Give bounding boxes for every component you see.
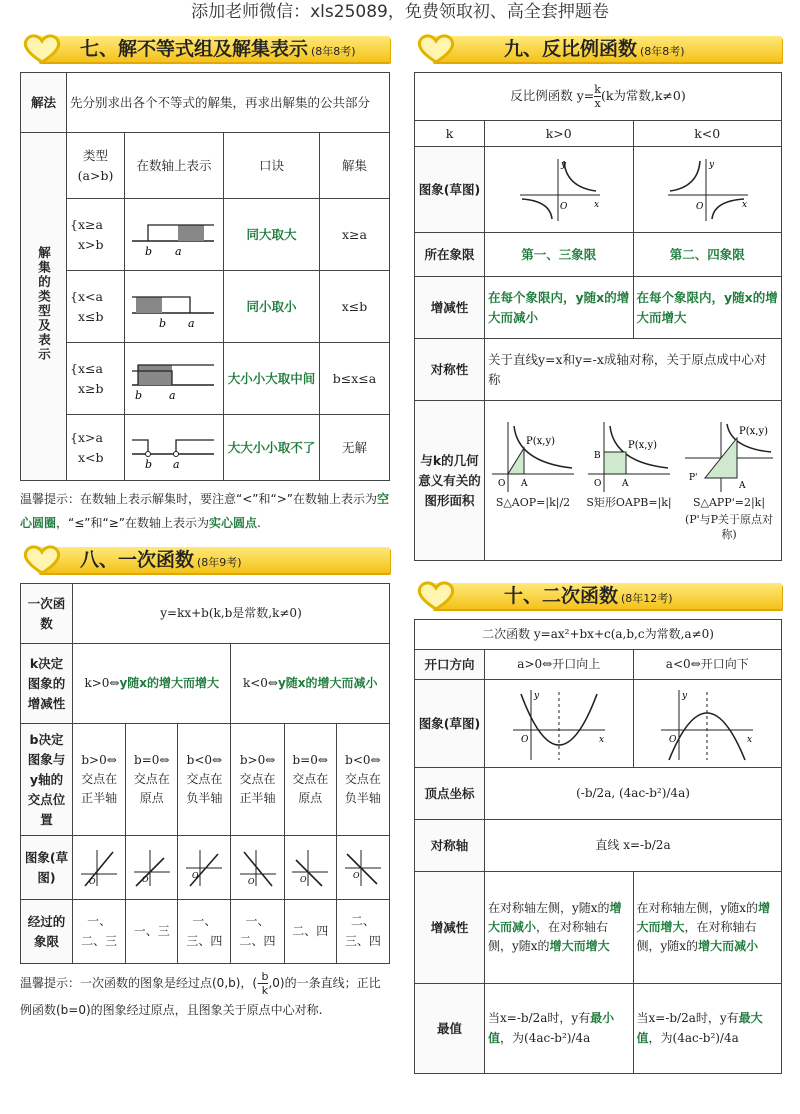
section8-table [20,583,390,964]
area-figure-2 [583,418,675,512]
inverse-mono-pos: 在每个象限内，y随x的增大而减小 [485,277,634,339]
method-text: 先分别求出各个不等式的解集，再求出解集的公共部分 [67,73,390,133]
watermark: 添加老师微信：xls25089，免费领取初、高全套押题卷 [191,2,609,22]
type-header-sub: (a>b) [77,167,114,183]
ineq-system: {x≥a x>b [67,199,125,271]
axis-y: y [709,159,715,170]
axis-sym-label: 对称轴 [415,820,485,872]
quadrant-cell: 一、二、三 [73,900,126,964]
k-pos-header: k>0 [485,121,634,147]
ineq-line: x≤b [77,308,104,324]
quadrant-cell: 一、三、四 [178,900,231,964]
inverse-header-post: (k为常数,k≠0) [600,88,686,103]
ineq-line: x≥a [77,216,103,232]
section10-badge: (8年12考) [621,592,673,605]
tip-highlight: 实心圆点 [209,516,258,530]
axis-origin: O [352,870,360,880]
solution-type-label [21,133,67,481]
point-p-prime: P' [689,473,698,484]
method-label: 解法 [21,73,67,133]
tip-text: ，“≤”和“≥”在数轴上表示为 [56,516,209,530]
point-a: a [173,457,180,470]
area-graph-1 [488,418,578,494]
k-neg-header: k<0 [633,121,782,147]
solution-cell: 无解 [320,415,390,481]
extreme-highlight: 最小值 [488,1011,615,1045]
inverse-fraction [594,83,601,110]
ineq-line: x>a [77,429,103,445]
rhyme-header-text: 口诀 [258,157,284,173]
k-positive-cond: k>0⇔ [84,675,120,690]
mono-highlight: 增大而增大 [636,900,771,934]
parabola-up [509,686,609,762]
axis-origin: O [192,870,199,880]
heart-icon [414,32,458,66]
rhyme-cell: 大大小小取不了 [224,415,320,481]
number-line-4 [128,426,220,470]
b-cell: b>0⇔交点在正半轴 [231,724,284,836]
linear-graph-6 [343,848,383,888]
frac-den: k [261,984,269,997]
b-cell: b<0⇔交点在负半轴 [336,724,389,836]
axis-origin: O [559,201,568,212]
area-formula-1: S△AOP=|k|/2 [495,496,571,510]
ineq-row-4 [21,415,390,481]
extreme-highlight: 最大值 [636,1011,763,1045]
ineq-system: {x≤a x≥b [67,343,125,415]
quadratic-header: 二次函数 y=ax²+bx+c(a,b,c为常数,a≠0) [415,620,782,650]
linear-graph-cell [126,836,178,900]
b-cell: b=0⇔交点在原点 [126,724,178,836]
tip-text: ,0)的一条直线；正比例函数(b=0)的图象经过原点，且图象关于原点中心对称. [20,976,381,1017]
point-a: a [188,316,195,329]
b-cell: b>0⇔交点在正半轴 [73,724,126,836]
rhyme-cell: 同小取小 [224,271,320,343]
type-header-text: 类型 [82,147,108,163]
quadrant-label: 经过的象限 [21,900,73,964]
inverse-header-pre: 反比例函数 y= [510,88,595,103]
point-b: b [145,244,153,257]
point-a: A [622,479,629,490]
solution-type-text: 解集的类型及表示 [36,245,52,362]
ineq-row-3 [21,343,390,415]
number-line-cell [125,271,224,343]
vertex-label: 顶点坐标 [415,768,485,820]
inverse-mono-neg: 在每个象限内，y随x的增大而增大 [633,277,782,339]
linear-graph-5 [290,848,330,888]
rhyme-cell: 大小小大取中间 [224,343,320,415]
tip-text: . [257,516,261,530]
ineq-line: x≤a [77,360,103,376]
axis-y: y [533,690,539,701]
ineq-system: {x<a x≤b [67,271,125,343]
right-column [414,32,782,1074]
k-negative-text: y随x的增大而减小 [277,675,378,690]
inverse-quadrant-neg: 第二、四象限 [633,233,782,277]
quadratic-mono-down [633,872,782,984]
left-column [20,32,390,1023]
area-graph-2 [584,418,674,494]
section7-badge: (8年8考) [311,45,356,58]
b-effect-label: b决定图象与y轴的交点位置 [21,724,73,836]
axis-sym-text: 直线 x=-b/2a [485,820,782,872]
ineq-row-2 [21,271,390,343]
section8-title: 八、一次函数 [80,549,195,571]
heart-icon [20,32,64,66]
quadrant-cell: 一、三 [126,900,178,964]
axis-x: x [593,199,599,210]
k-negative-cell [231,644,390,724]
type-header [67,133,125,199]
k-positive-cell [73,644,231,724]
linear-graph-1 [79,848,119,888]
number-line-1 [128,213,220,257]
hyperbola-k-negative [662,155,752,225]
number-line-2 [128,285,220,329]
inverse-sym-text: 关于直线y=x和y=-x成轴对称，关于原点成中心对称 [485,339,782,401]
quadratic-graph-label: 图象(草图) [415,680,485,768]
inverse-area-cell [485,401,782,561]
mono-highlight: 增大而减小 [698,939,759,954]
quadratic-graph-cell [633,680,782,768]
k-effect-label: k决定图象的增减性 [21,644,73,724]
axis-y: y [560,159,566,170]
number-line-cell [125,415,224,481]
inverse-header [415,73,782,121]
point-a: A [739,481,746,492]
inverse-area-label: 与k的几何意义有关的图形面积 [415,401,485,561]
ineq-line: x<b [77,449,104,465]
section8-badge: (8年9考) [197,556,242,569]
point-a: A [521,479,528,490]
area-figure-3 [679,418,779,542]
axis-header: 在数轴上表示 [125,133,224,199]
k-negative-cond: k<0⇔ [242,675,278,690]
axis-origin: O [89,876,96,886]
section9-table [414,72,782,561]
inverse-quadrant-label: 所在象限 [415,233,485,277]
axis-origin: O [247,876,255,886]
axis-origin: O [669,734,677,745]
extreme-max [633,984,782,1074]
b-cell: b<0⇔交点在负半轴 [178,724,231,836]
inverse-graph-label: 图象(草图) [415,147,485,233]
section10-table [414,619,782,1074]
area-graph-3 [681,418,777,494]
point-b: b [159,316,167,329]
linear-label: 一次函数 [21,584,73,644]
quadratic-graph-cell [485,680,634,768]
linear-graph-cell [73,836,126,900]
inverse-mono-label: 增减性 [415,277,485,339]
ineq-line: x>b [77,236,104,252]
axis-origin: O [696,201,704,212]
axis-x: x [747,734,753,745]
mono-text: 在对称轴左侧，y随x的 [636,900,759,915]
number-line-cell [125,199,224,271]
quadratic-mono-label: 增减性 [415,872,485,984]
area-note-3: (P'与P关于原点对称) [684,512,774,542]
frac-num: b [261,970,269,983]
linear-graph-2 [132,848,172,888]
k-positive-text: y随x的增大而增大 [119,675,220,690]
vertex-text: (-b/2a, (4ac-b²)/4a) [485,768,782,820]
axis-origin: O [498,479,506,490]
open-up: a>0⇔开口向上 [485,650,634,680]
ineq-line: x≥b [77,380,104,396]
tip-text: 温馨提示：一次函数的图象是经过点(0,b)，(- [20,976,262,990]
inverse-graph-cell [633,147,782,233]
point-a: a [175,244,182,257]
linear-graph-cell [178,836,231,900]
inverse-quadrant-pos: 第一、三象限 [485,233,634,277]
frac-num: k [594,83,601,96]
linear-graph-cell [284,836,336,900]
linear-graph-3 [184,848,224,888]
solution-header: 解集 [320,133,390,199]
extreme-text: ，为(4ac-b²)/4a [648,1030,739,1045]
heart-icon [20,543,64,577]
section9-badge: (8年8考) [640,45,685,58]
area-formula-3: S△APP'=2|k| [692,496,766,510]
linear-graph-cell [231,836,284,900]
linear-def: y=kx+b(k,b是常数,k≠0) [73,584,390,644]
quadratic-mono-up [485,872,634,984]
axis-x: x [742,199,748,210]
solution-cell: b≤x≤a [320,343,390,415]
parabola-down [657,686,757,762]
quadrant-cell: 二、三、四 [336,900,389,964]
k-header: k [415,121,485,147]
section9-title: 九、反比例函数 [504,38,638,60]
axis-y: y [682,690,688,701]
section7-tip [20,487,390,535]
solution-cell: x≤b [320,271,390,343]
ineq-line: x<a [77,288,103,304]
quadrant-cell: 一、二、四 [231,900,284,964]
inverse-graph-cell [485,147,634,233]
solution-cell: x≥a [320,199,390,271]
axis-origin: O [300,874,307,884]
axis-origin: O [520,734,529,745]
extreme-text: 当x=-b/2a时，y有 [636,1011,739,1026]
heart-icon [414,579,458,613]
axis-origin: O [594,479,602,490]
open-down: a<0⇔开口向下 [633,650,782,680]
number-line-3 [128,357,220,401]
linear-graph-label: 图象(草图) [21,836,73,900]
point-p: P(x,y) [628,440,657,452]
area-figure-1 [487,418,579,512]
quadrant-cell: 二、四 [284,900,336,964]
point-b: b [145,457,153,470]
extreme-text: ，为(4ac-b²)/4a [500,1030,591,1045]
section7-title: 七、解不等式组及解集表示 [80,38,309,60]
axis-origin: O [141,874,149,884]
frac-den: x [594,97,601,110]
section7-banner [20,32,390,66]
section10-banner [414,579,782,613]
inverse-sym-label: 对称性 [415,339,485,401]
rhyme-header [224,133,320,199]
point-p: P(x,y) [739,426,768,438]
extreme-min [485,984,634,1074]
mono-text: ，在对称轴右侧，y随x的 [488,919,609,954]
section10-title: 十、二次函数 [504,585,619,607]
open-label: 开口方向 [415,650,485,680]
linear-graph-cell [336,836,389,900]
section7-table [20,72,390,481]
point-b: B [594,451,601,462]
tip-highlight: 空心圆圈 [20,492,389,530]
section8-tip [20,970,390,1023]
section8-banner [20,543,390,577]
linear-graph-4 [238,848,278,888]
point-b: b [135,388,143,401]
number-line-cell [125,343,224,415]
mono-text: 在对称轴左侧，y随x的 [488,900,610,915]
b-cell: b=0⇔交点在原点 [284,724,336,836]
mono-highlight: 增大而减小 [488,900,622,934]
mono-text: ，在对称轴右侧，y随x的 [636,919,757,954]
extreme-label: 最值 [415,984,485,1074]
ineq-row-1 [21,199,390,271]
area-formula-2: S矩形OAPB=|k| [586,496,672,510]
axis-x: x [598,734,604,745]
section9-banner [414,32,782,66]
point-a: a [169,388,176,401]
ineq-system: {x>a x<b [67,415,125,481]
point-p: P(x,y) [526,436,555,448]
hyperbola-k-positive [514,155,604,225]
rhyme-cell: 同大取大 [224,199,320,271]
tip-text: 温馨提示：在数轴上表示解集时，要注意“<”和“>”在数轴上表示为 [20,492,377,506]
mono-highlight: 增大而增大 [549,939,610,954]
extreme-text: 当x=-b/2a时，y有 [488,1011,591,1026]
